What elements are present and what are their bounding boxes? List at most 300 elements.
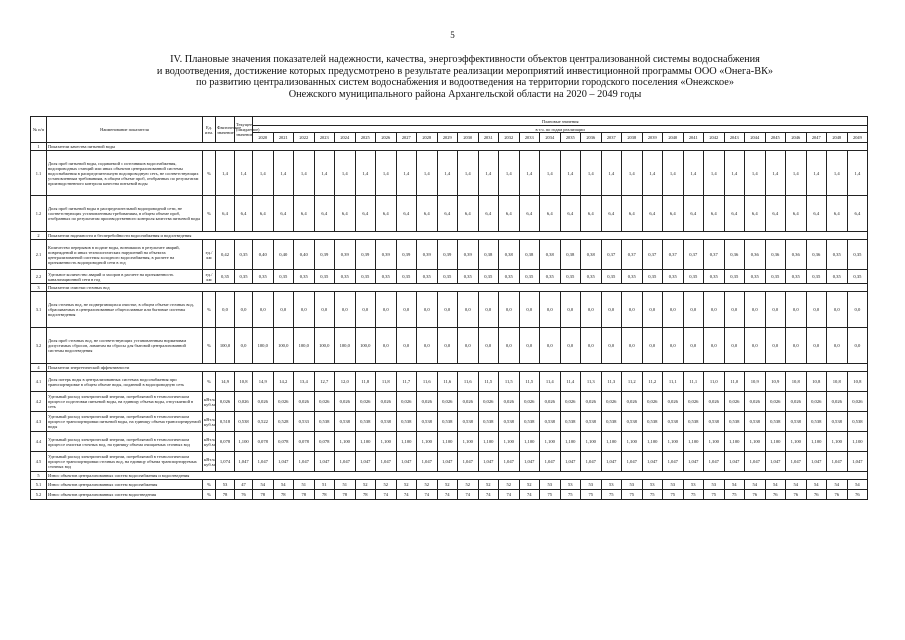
header-year-2023: 2023 (314, 133, 335, 143)
header-year-2037: 2037 (601, 133, 622, 143)
actual-value: 6,4 (216, 196, 235, 232)
row-number: 4.5 (31, 452, 47, 472)
year-value: 0,35 (806, 270, 827, 284)
year-value: 11,8 (376, 372, 397, 392)
header-year-2020: 2020 (253, 133, 274, 143)
year-value: 0,0 (499, 328, 520, 364)
year-value: 11,3 (581, 372, 602, 392)
header-current: Текущее (ожидаемое) значение (235, 117, 253, 143)
section-row (31, 364, 868, 372)
year-value: 0,026 (663, 392, 684, 412)
year-value: 0,35 (765, 270, 786, 284)
year-value: 1,100 (601, 432, 622, 452)
year-value: 11,7 (396, 372, 417, 392)
current-value: 76 (235, 490, 253, 500)
year-value: 1,4 (458, 151, 479, 196)
year-value: 0,37 (663, 240, 684, 270)
year-value: 0,35 (622, 270, 643, 284)
year-value: 0,35 (355, 270, 376, 284)
year-value: 0,538 (335, 412, 356, 432)
year-value: 1,100 (622, 432, 643, 452)
year-value: 0,0 (396, 292, 417, 328)
indicator-name: Количество перерывов в подаче воды, возникших в результате аварий, повреждений и иных технологических нарушений на объектах централизованной системы холодного водоснабжения, в расчете на протяженность водопроводной сети в год (47, 240, 203, 270)
actual-value: 1,074 (216, 452, 235, 472)
year-value: 100,0 (294, 328, 315, 364)
year-value: 74 (519, 490, 540, 500)
page-number: 5 (450, 30, 455, 40)
year-value: 0,35 (847, 270, 868, 284)
year-value: 0,528 (273, 412, 294, 432)
year-value: 1,4 (314, 151, 335, 196)
year-value: 6,4 (253, 196, 274, 232)
year-value: 0,0 (806, 328, 827, 364)
unit-cell: % (203, 480, 216, 490)
year-value: 53 (601, 480, 622, 490)
header-by-years: в т.ч. по годам реализации (253, 126, 868, 133)
year-value: 0,37 (622, 240, 643, 270)
year-value: 0,0 (601, 328, 622, 364)
table-row (31, 392, 868, 412)
year-value: 1,4 (622, 151, 643, 196)
year-value: 1,4 (847, 151, 868, 196)
year-value: 54 (786, 480, 807, 490)
year-value: 1,047 (478, 452, 499, 472)
year-value: 0,35 (745, 270, 766, 284)
year-value: 1,4 (376, 151, 397, 196)
header-planned: Плановые значения (253, 117, 868, 126)
year-value: 0,0 (376, 292, 397, 328)
year-value: 0,538 (314, 412, 335, 432)
table-row (31, 151, 868, 196)
year-value: 0,026 (827, 392, 848, 412)
year-value: 0,026 (847, 392, 868, 412)
year-value: 0,39 (417, 240, 438, 270)
header-year-2044: 2044 (745, 133, 766, 143)
year-value: 0,538 (642, 412, 663, 432)
year-value: 1,047 (314, 452, 335, 472)
year-value: 6,4 (786, 196, 807, 232)
year-value: 6,4 (499, 196, 520, 232)
year-value: 0,538 (417, 412, 438, 432)
year-value: 0,026 (417, 392, 438, 412)
indicators-table (30, 116, 868, 500)
section-number: 1 (31, 143, 47, 151)
year-value: 100,0 (355, 328, 376, 364)
row-number: 3.1 (31, 292, 47, 328)
year-value: 1,4 (786, 151, 807, 196)
year-value: 0,35 (663, 270, 684, 284)
year-value: 54 (273, 480, 294, 490)
year-value: 11,2 (642, 372, 663, 392)
year-value: 0,38 (560, 240, 581, 270)
year-value: 6,4 (294, 196, 315, 232)
year-value: 1,047 (273, 452, 294, 472)
indicator-name: Удельный расход электрической энергии, потребляемой в технологическом процессе очистки сточных вод, на единицу объема очищаемых сточных вод (47, 432, 203, 452)
indicator-name: Доля сточных вод, не подвергающихся очистке, в общем объеме сточных вод, сбрасываемых в централизованные общесплавные или бытовые системы водоотведения (47, 292, 203, 328)
year-value: 78 (294, 490, 315, 500)
year-value: 0,538 (622, 412, 643, 432)
year-value: 1,100 (724, 432, 745, 452)
year-value: 0,37 (704, 240, 725, 270)
year-value: 75 (704, 490, 725, 500)
year-value: 1,4 (601, 151, 622, 196)
actual-value: 0,518 (216, 412, 235, 432)
year-value: 53 (663, 480, 684, 490)
year-value: 0,36 (806, 240, 827, 270)
year-value: 54 (847, 480, 868, 490)
unit-cell: кВт.ч/куб.м (203, 432, 216, 452)
year-value: 6,4 (704, 196, 725, 232)
year-value: 1,047 (355, 452, 376, 472)
row-number: 5.2 (31, 490, 47, 500)
current-value: 1,100 (235, 432, 253, 452)
year-value: 6,4 (478, 196, 499, 232)
row-number: 1.1 (31, 151, 47, 196)
year-value: 0,39 (396, 240, 417, 270)
year-value: 0,38 (478, 240, 499, 270)
year-value: 10,9 (765, 372, 786, 392)
year-value: 74 (437, 490, 458, 500)
year-value: 53 (642, 480, 663, 490)
current-value: 6,4 (235, 196, 253, 232)
year-value: 12,0 (335, 372, 356, 392)
header-year-2031: 2031 (478, 133, 499, 143)
year-value: 76 (827, 490, 848, 500)
year-value: 1,4 (560, 151, 581, 196)
year-value: 0,538 (745, 412, 766, 432)
year-value: 0,026 (745, 392, 766, 412)
year-value: 1,100 (417, 432, 438, 452)
header-year-2029: 2029 (437, 133, 458, 143)
year-value: 1,4 (745, 151, 766, 196)
year-value: 74 (396, 490, 417, 500)
year-value: 0,0 (765, 292, 786, 328)
year-value: 0,35 (376, 270, 397, 284)
year-value: 0,0 (683, 328, 704, 364)
year-value: 52 (417, 480, 438, 490)
year-value: 11,8 (355, 372, 376, 392)
year-value: 11,4 (560, 372, 581, 392)
year-value: 0,0 (581, 328, 602, 364)
year-value: 0,026 (704, 392, 725, 412)
year-value: 0,38 (540, 240, 561, 270)
row-number: 4.1 (31, 372, 47, 392)
year-value: 0,026 (806, 392, 827, 412)
header-year-2046: 2046 (786, 133, 807, 143)
year-value: 0,0 (847, 328, 868, 364)
year-value: 6,4 (417, 196, 438, 232)
year-value: 0,0 (745, 328, 766, 364)
header-year-2047: 2047 (806, 133, 827, 143)
year-value: 6,4 (683, 196, 704, 232)
year-value: 0,35 (601, 270, 622, 284)
year-value: 10,8 (847, 372, 868, 392)
year-value: 0,026 (765, 392, 786, 412)
year-value: 54 (724, 480, 745, 490)
table-row (31, 490, 868, 500)
year-value: 12,7 (314, 372, 335, 392)
header-indicator: Наименование показателя (47, 117, 203, 143)
year-value: 6,4 (396, 196, 417, 232)
year-value: 0,026 (622, 392, 643, 412)
year-value: 1,4 (335, 151, 356, 196)
year-value: 1,4 (417, 151, 438, 196)
year-value: 1,100 (765, 432, 786, 452)
year-value: 75 (622, 490, 643, 500)
year-value: 0,026 (601, 392, 622, 412)
year-value: 1,047 (765, 452, 786, 472)
year-value: 51 (335, 480, 356, 490)
title-line: IV. Плановые значения показателей надежности, качества, энергоэффективности объектов централизованной системы водоснабжения (170, 54, 760, 65)
section-title: Показатели качества питьевой воды (47, 143, 868, 151)
year-value: 1,047 (335, 452, 356, 472)
year-value: 1,047 (253, 452, 274, 472)
year-value: 11,0 (704, 372, 725, 392)
table-row (31, 270, 868, 284)
year-value: 0,35 (642, 270, 663, 284)
year-value: 0,0 (786, 328, 807, 364)
year-value: 1,4 (827, 151, 848, 196)
year-value: 0,538 (540, 412, 561, 432)
current-value: 47 (235, 480, 253, 490)
year-value: 10,8 (806, 372, 827, 392)
row-number: 2.1 (31, 240, 47, 270)
year-value: 11,5 (499, 372, 520, 392)
year-value: 0,0 (622, 292, 643, 328)
year-value: 74 (458, 490, 479, 500)
year-value: 75 (581, 490, 602, 500)
year-value: 0,538 (847, 412, 868, 432)
year-value: 0,538 (560, 412, 581, 432)
year-value: 11,4 (540, 372, 561, 392)
current-value: 0,0 (235, 328, 253, 364)
year-value: 1,047 (704, 452, 725, 472)
year-value: 11,2 (622, 372, 643, 392)
year-value: 0,0 (827, 292, 848, 328)
header-year-2021: 2021 (273, 133, 294, 143)
year-value: 53 (581, 480, 602, 490)
section-row (31, 143, 868, 151)
year-value: 76 (745, 490, 766, 500)
year-value: 0,0 (683, 292, 704, 328)
year-value: 0,35 (437, 270, 458, 284)
year-value: 1,100 (519, 432, 540, 452)
header-year-2042: 2042 (704, 133, 725, 143)
year-value: 6,4 (355, 196, 376, 232)
year-value: 53 (560, 480, 581, 490)
year-value: 0,0 (540, 292, 561, 328)
year-value: 1,100 (540, 432, 561, 452)
year-value: 51 (314, 480, 335, 490)
year-value: 0,538 (601, 412, 622, 432)
year-value: 1,4 (273, 151, 294, 196)
current-value: 0,35 (235, 270, 253, 284)
year-value: 0,0 (724, 328, 745, 364)
current-value: 0,026 (235, 392, 253, 412)
year-value: 1,4 (294, 151, 315, 196)
actual-value: 0,0 (216, 292, 235, 328)
year-value: 76 (786, 490, 807, 500)
year-value: 0,026 (683, 392, 704, 412)
indicator-name: Удельный расход электрической энергии, потребляемой в технологическом процессе подготовки питьевой воды, на единицу объема воды, отпускаемой в сеть (47, 392, 203, 412)
year-value: 54 (806, 480, 827, 490)
unit-cell: % (203, 328, 216, 364)
year-value: 0,026 (581, 392, 602, 412)
year-value: 0,026 (519, 392, 540, 412)
header-year-2049: 2049 (847, 133, 868, 143)
year-value: 0,538 (724, 412, 745, 432)
year-value: 0,40 (253, 240, 274, 270)
year-value: 1,4 (355, 151, 376, 196)
year-value: 54 (253, 480, 274, 490)
year-value: 6,4 (560, 196, 581, 232)
year-value: 1,4 (724, 151, 745, 196)
year-value: 0,0 (437, 292, 458, 328)
year-value: 0,0 (478, 328, 499, 364)
year-value: 74 (478, 490, 499, 500)
year-value: 0,39 (335, 240, 356, 270)
table-row (31, 240, 868, 270)
year-value: 1,100 (335, 432, 356, 452)
year-value: 0,0 (560, 328, 581, 364)
section-row (31, 472, 868, 480)
year-value: 0,0 (458, 328, 479, 364)
section-title: Износ объектов централизованных систем водоснабжения и водоотведения (47, 472, 868, 480)
year-value: 0,538 (663, 412, 684, 432)
year-value: 1,100 (396, 432, 417, 452)
header-year-2035: 2035 (560, 133, 581, 143)
year-value: 1,100 (642, 432, 663, 452)
year-value: 0,026 (314, 392, 335, 412)
year-value: 0,39 (314, 240, 335, 270)
year-value: 6,4 (745, 196, 766, 232)
year-value: 0,0 (663, 328, 684, 364)
current-value: 0,538 (235, 412, 253, 432)
year-value: 0,35 (253, 270, 274, 284)
year-value: 100,0 (273, 328, 294, 364)
year-value: 0,35 (827, 240, 848, 270)
year-value: 100,0 (314, 328, 335, 364)
table-row (31, 328, 868, 364)
year-value: 0,026 (540, 392, 561, 412)
year-value: 6,4 (622, 196, 643, 232)
year-value: 1,4 (704, 151, 725, 196)
actual-value: 0,35 (216, 270, 235, 284)
indicator-name: Доля проб питьевой воды в распределительной водопроводной сети, не соответствующих установленным требованиям, в общем объеме проб, отобранных по результатам производственного контроля качества питьевой воды (47, 196, 203, 232)
actual-value: 0,42 (216, 240, 235, 270)
year-value: 1,047 (827, 452, 848, 472)
year-value: 1,047 (847, 452, 868, 472)
year-value: 0,0 (560, 292, 581, 328)
table-row (31, 480, 868, 490)
year-value: 53 (683, 480, 704, 490)
row-number: 4.3 (31, 412, 47, 432)
current-value: 1,4 (235, 151, 253, 196)
year-value: 0,533 (294, 412, 315, 432)
year-value: 1,4 (642, 151, 663, 196)
year-value: 54 (765, 480, 786, 490)
year-value: 1,100 (786, 432, 807, 452)
year-value: 0,0 (642, 292, 663, 328)
year-value: 75 (683, 490, 704, 500)
header-year-2045: 2045 (765, 133, 786, 143)
year-value: 0,0 (355, 292, 376, 328)
year-value: 75 (601, 490, 622, 500)
unit-cell: % (203, 372, 216, 392)
year-value: 0,0 (253, 292, 274, 328)
year-value: 0,026 (273, 392, 294, 412)
header-year-2030: 2030 (458, 133, 479, 143)
year-value: 1,047 (540, 452, 561, 472)
year-value: 1,100 (560, 432, 581, 452)
row-number: 5.1 (31, 480, 47, 490)
year-value: 52 (478, 480, 499, 490)
year-value: 1,047 (786, 452, 807, 472)
title-line: и водоотведения, достижение которых предусмотрено в результате реализации мероприятий инвестиционной программы ООО «Онега-ВК» (156, 65, 774, 77)
actual-value: 0,026 (216, 392, 235, 412)
table-row (31, 432, 868, 452)
year-value: 1,4 (765, 151, 786, 196)
header-year-2028: 2028 (417, 133, 438, 143)
year-value: 0,0 (458, 292, 479, 328)
year-value: 14,9 (253, 372, 274, 392)
year-value: 6,4 (765, 196, 786, 232)
row-number: 2.2 (31, 270, 47, 284)
year-value: 0,35 (704, 270, 725, 284)
year-value: 0,35 (294, 270, 315, 284)
header-year-2026: 2026 (376, 133, 397, 143)
year-value: 0,0 (601, 292, 622, 328)
year-value: 74 (376, 490, 397, 500)
year-value: 1,100 (827, 432, 848, 452)
year-value: 0,0 (519, 292, 540, 328)
year-value: 52 (519, 480, 540, 490)
year-value: 1,100 (847, 432, 868, 452)
unit-cell: % (203, 196, 216, 232)
year-value: 0,35 (396, 270, 417, 284)
year-value: 0,0 (704, 328, 725, 364)
year-value: 0,026 (396, 392, 417, 412)
year-value: 0,0 (622, 328, 643, 364)
year-value: 0,35 (683, 270, 704, 284)
year-value: 0,0 (540, 328, 561, 364)
year-value: 74 (417, 490, 438, 500)
year-value: 1,4 (396, 151, 417, 196)
year-value: 1,4 (663, 151, 684, 196)
year-value: 0,0 (376, 328, 397, 364)
header-year-2034: 2034 (540, 133, 561, 143)
year-value: 0,026 (560, 392, 581, 412)
year-value: 13,4 (294, 372, 315, 392)
year-value: 11,5 (519, 372, 540, 392)
actual-value: 53 (216, 480, 235, 490)
year-value: 0,0 (806, 292, 827, 328)
year-value: 6,4 (458, 196, 479, 232)
year-value: 0,0 (827, 328, 848, 364)
year-value: 0,0 (786, 292, 807, 328)
year-value: 0,0 (663, 292, 684, 328)
year-value: 0,40 (294, 240, 315, 270)
year-value: 0,078 (253, 432, 274, 452)
year-value: 76 (765, 490, 786, 500)
year-value: 1,047 (581, 452, 602, 472)
actual-value: 0,078 (216, 432, 235, 452)
year-value: 10,8 (786, 372, 807, 392)
year-value: 53 (704, 480, 725, 490)
year-value: 0,35 (273, 270, 294, 284)
indicator-name: Удельный расход электрической энергии, потребляемой в технологическом процессе транспортировки сточных вод, на единицу объема транспортируемых сточных вод (47, 452, 203, 472)
year-value: 6,4 (314, 196, 335, 232)
